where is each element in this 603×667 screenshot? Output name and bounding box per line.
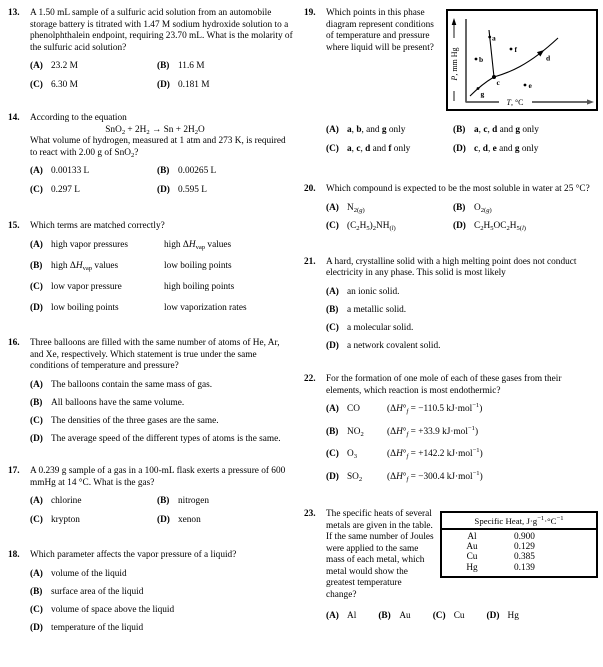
option-text: a metallic solid. <box>347 304 407 315</box>
option-text: 0.00265 L <box>178 166 217 176</box>
option-b <box>378 611 410 623</box>
option-text: The densities of the three gases are the same. <box>51 415 219 426</box>
option-term: low vapor pressure <box>51 281 122 292</box>
option-text: Hg <box>507 611 519 621</box>
option-b <box>326 305 598 317</box>
option-label: (C) <box>30 184 43 195</box>
question-number: 21. <box>304 256 316 267</box>
option-label: (A) <box>326 286 339 297</box>
option-enthalpy: ($\Delta H^\circ_f = +33.9$ kJ·mol$^{-1}$) <box>387 424 479 438</box>
phase-diagram <box>446 9 598 111</box>
question-18 <box>8 550 294 634</box>
question-text: Which parameter affects the vapor pressure of a liquid? <box>30 550 237 560</box>
option-text: Cu <box>453 611 465 621</box>
option-label: (D) <box>486 611 500 621</box>
options <box>326 115 598 155</box>
option-text: 0.595 L <box>178 184 207 195</box>
point-g-label: g <box>480 89 485 99</box>
options <box>326 203 598 233</box>
option-label: (A) <box>30 61 43 71</box>
option-b <box>453 125 598 137</box>
option-label: (D) <box>157 514 170 525</box>
option-c <box>30 416 294 428</box>
options <box>326 611 598 623</box>
option-text: volume of space above the liquid <box>51 604 175 615</box>
option-label: (A) <box>30 239 43 250</box>
option-label: (C) <box>30 604 43 615</box>
option-formula: $SO_2$ <box>347 471 363 483</box>
option-b <box>30 261 294 273</box>
question-number: 16. <box>8 338 20 348</box>
option-a <box>30 496 157 508</box>
option-label: (B) <box>157 166 170 176</box>
option-text: a, c, d and g only <box>474 125 539 135</box>
option-label: (A) <box>326 125 339 135</box>
question-16 <box>8 338 294 445</box>
options <box>30 569 294 635</box>
point-e-dot <box>524 84 527 87</box>
options <box>30 380 294 446</box>
option-d <box>453 144 598 156</box>
option-label: (D) <box>157 79 170 90</box>
option-label: (D) <box>30 622 43 633</box>
option-text: 0.00133 L <box>51 166 90 176</box>
point-b-label: b <box>479 55 484 64</box>
option-d <box>30 623 294 635</box>
option-label: (A) <box>30 568 43 579</box>
option-d <box>30 303 294 315</box>
option-a <box>30 240 294 252</box>
option-label: (A) <box>30 379 43 390</box>
question-15 <box>8 221 294 314</box>
option-text: Au <box>399 611 411 621</box>
option-b <box>30 398 294 410</box>
option-c <box>30 605 294 617</box>
question-21 <box>304 257 598 353</box>
value-cell: 0.900 <box>514 531 535 542</box>
option-label: (B) <box>157 496 170 506</box>
option-label: (B) <box>378 611 391 621</box>
option-text: The average speed of the different types of atoms is the same. <box>51 433 281 444</box>
chemical-equation: $SnO_2 + 2H_2 \to Sn + 2H_2O$ <box>105 124 205 136</box>
left-column <box>8 8 294 667</box>
option-label: (B) <box>326 426 339 437</box>
option-a <box>326 611 356 623</box>
option-label: (C) <box>326 449 339 459</box>
option-text: $(C_2H_5)_2NH_{(l)}$ <box>347 221 396 233</box>
question-text: The specific heats of several metals are given in the table. If the same number of Joules were applied to the same mass of each metal, which metal would show the greatest temperature change? <box>326 509 434 600</box>
point-a-label: a <box>492 33 496 43</box>
question-number: 22. <box>304 374 316 384</box>
point-a-dot <box>488 36 491 39</box>
option-text: chlorine <box>51 496 82 506</box>
option-label: (D) <box>30 302 43 313</box>
option-label: (C) <box>30 79 43 90</box>
option-text: nitrogen <box>178 496 209 506</box>
point-c-dot <box>492 75 496 79</box>
option-label: (C) <box>432 611 446 621</box>
option-c <box>326 449 598 461</box>
question-number: 18. <box>8 550 20 560</box>
option-d <box>157 515 294 527</box>
option-label: (B) <box>30 260 43 271</box>
options <box>30 61 294 91</box>
option-b <box>30 587 294 599</box>
question-number: 15. <box>8 221 20 231</box>
table-header: Specific Heat, $J\cdot g^{-1}\cdot^\circ C^{-1}$ <box>474 515 564 526</box>
option-label: (D) <box>326 340 339 351</box>
option-c <box>326 221 453 233</box>
x-axis-arrowhead <box>587 99 594 104</box>
option-d <box>487 611 519 623</box>
point-c-label: c <box>496 78 500 87</box>
option-term: high vapor pressures <box>51 239 128 250</box>
question-number: 14. <box>8 113 20 123</box>
question-number: 20. <box>304 184 316 194</box>
question-20 <box>304 184 598 233</box>
metal-cell: Hg <box>466 562 478 573</box>
option-label: (B) <box>453 202 466 213</box>
question-text: Which compound is expected to be the most soluble in water at 25 °C? <box>326 184 590 194</box>
option-text: volume of the liquid <box>51 568 127 579</box>
options <box>30 240 294 315</box>
option-a <box>30 380 294 392</box>
option-label: (C) <box>30 514 43 525</box>
option-c <box>326 144 453 156</box>
option-enthalpy: ($\Delta H^\circ_f = -300.4$ kJ·mol$^{-1}$) <box>387 469 483 483</box>
option-text: 0.181 M <box>178 79 210 90</box>
point-e-label: e <box>528 81 532 90</box>
options <box>30 496 294 526</box>
question-intro: According to the equation <box>30 113 127 123</box>
option-text: 23.2 M <box>51 61 78 71</box>
option-text: Al <box>347 611 357 621</box>
option-enthalpy: ($\Delta H^\circ_f = +142.2$ kJ·mol$^{-1}$) <box>387 447 483 461</box>
option-a <box>30 61 157 73</box>
option-match: high $\Delta H_{vap}$ values <box>164 239 232 251</box>
value-cell: 0.385 <box>514 552 535 563</box>
option-label: (A) <box>326 404 339 414</box>
option-text: 6.30 M <box>51 79 78 90</box>
option-text: krypton <box>51 514 80 525</box>
table-row <box>442 542 596 552</box>
option-text: a molecular solid. <box>347 322 414 333</box>
option-label: (B) <box>157 61 170 71</box>
question-body <box>326 509 598 601</box>
option-text: an ionic solid. <box>347 286 400 297</box>
option-label: (C) <box>326 322 339 333</box>
option-text: a, c, d and f only <box>347 143 411 154</box>
option-match: low boiling points <box>164 260 232 271</box>
option-text: The balloons contain the same mass of gas. <box>51 379 213 390</box>
option-c <box>30 80 157 92</box>
question-text: A 0.239 g sample of a gas in a 100-mL flask exerts a pressure of 600 mmHg at 14 °C. What is the gas? <box>30 466 286 488</box>
option-label: (A) <box>326 611 339 621</box>
question-number: 17. <box>8 466 20 476</box>
question-number: 13. <box>8 8 20 18</box>
option-match: low vaporization rates <box>164 302 247 313</box>
option-b <box>326 424 598 439</box>
question-text: Which points in this phase diagram represent conditions of temperature and pressure where liquid will be present? <box>326 8 434 53</box>
option-label: (C) <box>326 221 339 231</box>
option-d <box>157 185 294 197</box>
option-text: xenon <box>178 514 201 525</box>
table-row <box>442 563 596 573</box>
x-axis-label: T, °C <box>506 98 524 107</box>
specific-heat-table <box>440 511 598 578</box>
option-text: All balloons have the same volume. <box>51 397 185 408</box>
option-text: a network covalent solid. <box>347 340 441 351</box>
option-d <box>326 469 598 484</box>
option-text: surface area of the liquid <box>51 586 144 597</box>
option-text: 0.297 L <box>51 184 80 195</box>
question-text: A hard, crystalline solid with a high melting point does not conduct electricity in any phase. This solid is most likely <box>326 256 577 278</box>
option-term: high $\Delta H_{vap}$ values <box>51 260 119 272</box>
value-cell: 0.139 <box>514 562 535 573</box>
question-23 <box>304 509 598 623</box>
point-f-dot <box>510 48 513 51</box>
question-number: 19. <box>304 8 316 18</box>
option-c <box>326 323 598 335</box>
question-22 <box>304 374 598 483</box>
y-axis-label: P, mm Hg <box>450 47 459 81</box>
table-row <box>442 552 596 562</box>
question-text: What volume of hydrogen, measured at 1 atm and 273 K, is required to react with 2.00 g of SnO$_2$? <box>30 136 286 159</box>
table-row <box>442 532 596 542</box>
question-text: Which terms are matched correctly? <box>30 221 165 231</box>
option-enthalpy: ($\Delta H^\circ_f = -110.5$ kJ·mol$^{-1}$) <box>387 402 483 416</box>
option-label: (D) <box>453 143 466 154</box>
option-a <box>30 166 157 178</box>
option-formula: $NO_2$ <box>347 426 364 438</box>
option-a <box>30 569 294 581</box>
point-b-dot <box>475 58 478 61</box>
option-text: 11.6 M <box>178 61 205 71</box>
option-label: (B) <box>326 304 339 315</box>
option-b <box>157 61 294 73</box>
option-text: c, d, e and g only <box>474 143 539 154</box>
option-label: (B) <box>30 397 43 408</box>
option-d <box>326 341 598 353</box>
option-d <box>157 80 294 92</box>
options <box>326 404 598 483</box>
option-label: (D) <box>157 184 170 195</box>
option-label: (B) <box>453 125 466 135</box>
option-label: (C) <box>30 281 43 292</box>
option-label: (B) <box>30 586 43 597</box>
option-c <box>30 282 294 294</box>
option-text: temperature of the liquid <box>51 622 144 633</box>
table-header-rule <box>442 528 596 530</box>
option-c <box>433 611 465 623</box>
question-text: For the formation of one mole of each of these gases from their elements, which reaction is most endothermic? <box>326 374 562 396</box>
option-c <box>30 515 157 527</box>
phase-diagram-svg <box>448 11 596 109</box>
option-label: (D) <box>30 433 43 444</box>
metal-cell: Au <box>466 541 478 552</box>
question-17 <box>8 466 294 526</box>
question-19 <box>304 8 598 155</box>
option-b <box>157 166 294 178</box>
question-number: 23. <box>304 509 316 519</box>
option-term: low boiling points <box>51 302 119 313</box>
option-label: (C) <box>30 415 43 426</box>
point-g-dot <box>477 87 480 90</box>
option-formula: $O_3$ <box>347 449 358 461</box>
option-a <box>326 404 598 416</box>
option-text: $C_2H_5OC_2H_{5(l)}$ <box>474 221 526 233</box>
option-label: (C) <box>326 143 339 154</box>
metal-cell: Al <box>467 531 477 542</box>
option-match: high boiling points <box>164 281 235 292</box>
option-text: $N_{2(g)}$ <box>347 202 365 214</box>
point-f-label: f <box>514 45 517 54</box>
option-text: $O_{2(g)}$ <box>474 202 492 214</box>
value-cell: 0.129 <box>514 541 535 552</box>
option-label: (A) <box>30 496 43 506</box>
option-d <box>30 434 294 446</box>
question-14 <box>8 113 294 196</box>
y-label-arrowhead <box>452 18 457 25</box>
option-formula: CO <box>347 404 360 414</box>
question-13 <box>8 8 294 91</box>
option-c <box>30 185 157 197</box>
option-a <box>326 287 598 299</box>
option-a <box>326 203 453 215</box>
metal-cell: Cu <box>466 552 478 563</box>
options <box>30 166 294 196</box>
option-b <box>453 203 598 215</box>
point-d-label: d <box>546 53 551 63</box>
option-label: (A) <box>326 202 339 213</box>
option-label: (D) <box>453 221 466 231</box>
right-column <box>304 8 598 667</box>
question-text: A 1.50 mL sample of a sulfuric acid solution from an automobile storage battery is titrated with 1.47 M sodium hydroxide solution to a phenolphthalein endpoint, requiring 23.70 mL. What is the molarity of the sulfuric acid solution? <box>30 8 293 53</box>
option-label: (A) <box>30 166 43 176</box>
option-label: (D) <box>326 471 339 482</box>
option-d <box>453 221 598 233</box>
option-b <box>157 496 294 508</box>
options <box>326 287 598 353</box>
question-text: Three balloons are filled with the same number of atoms of He, Ar, and Xe, respectively. Which statement is true under the same conditions of temperature and pressure? <box>30 338 280 371</box>
option-a <box>326 125 453 137</box>
option-text: a, b, and g only <box>347 125 406 135</box>
